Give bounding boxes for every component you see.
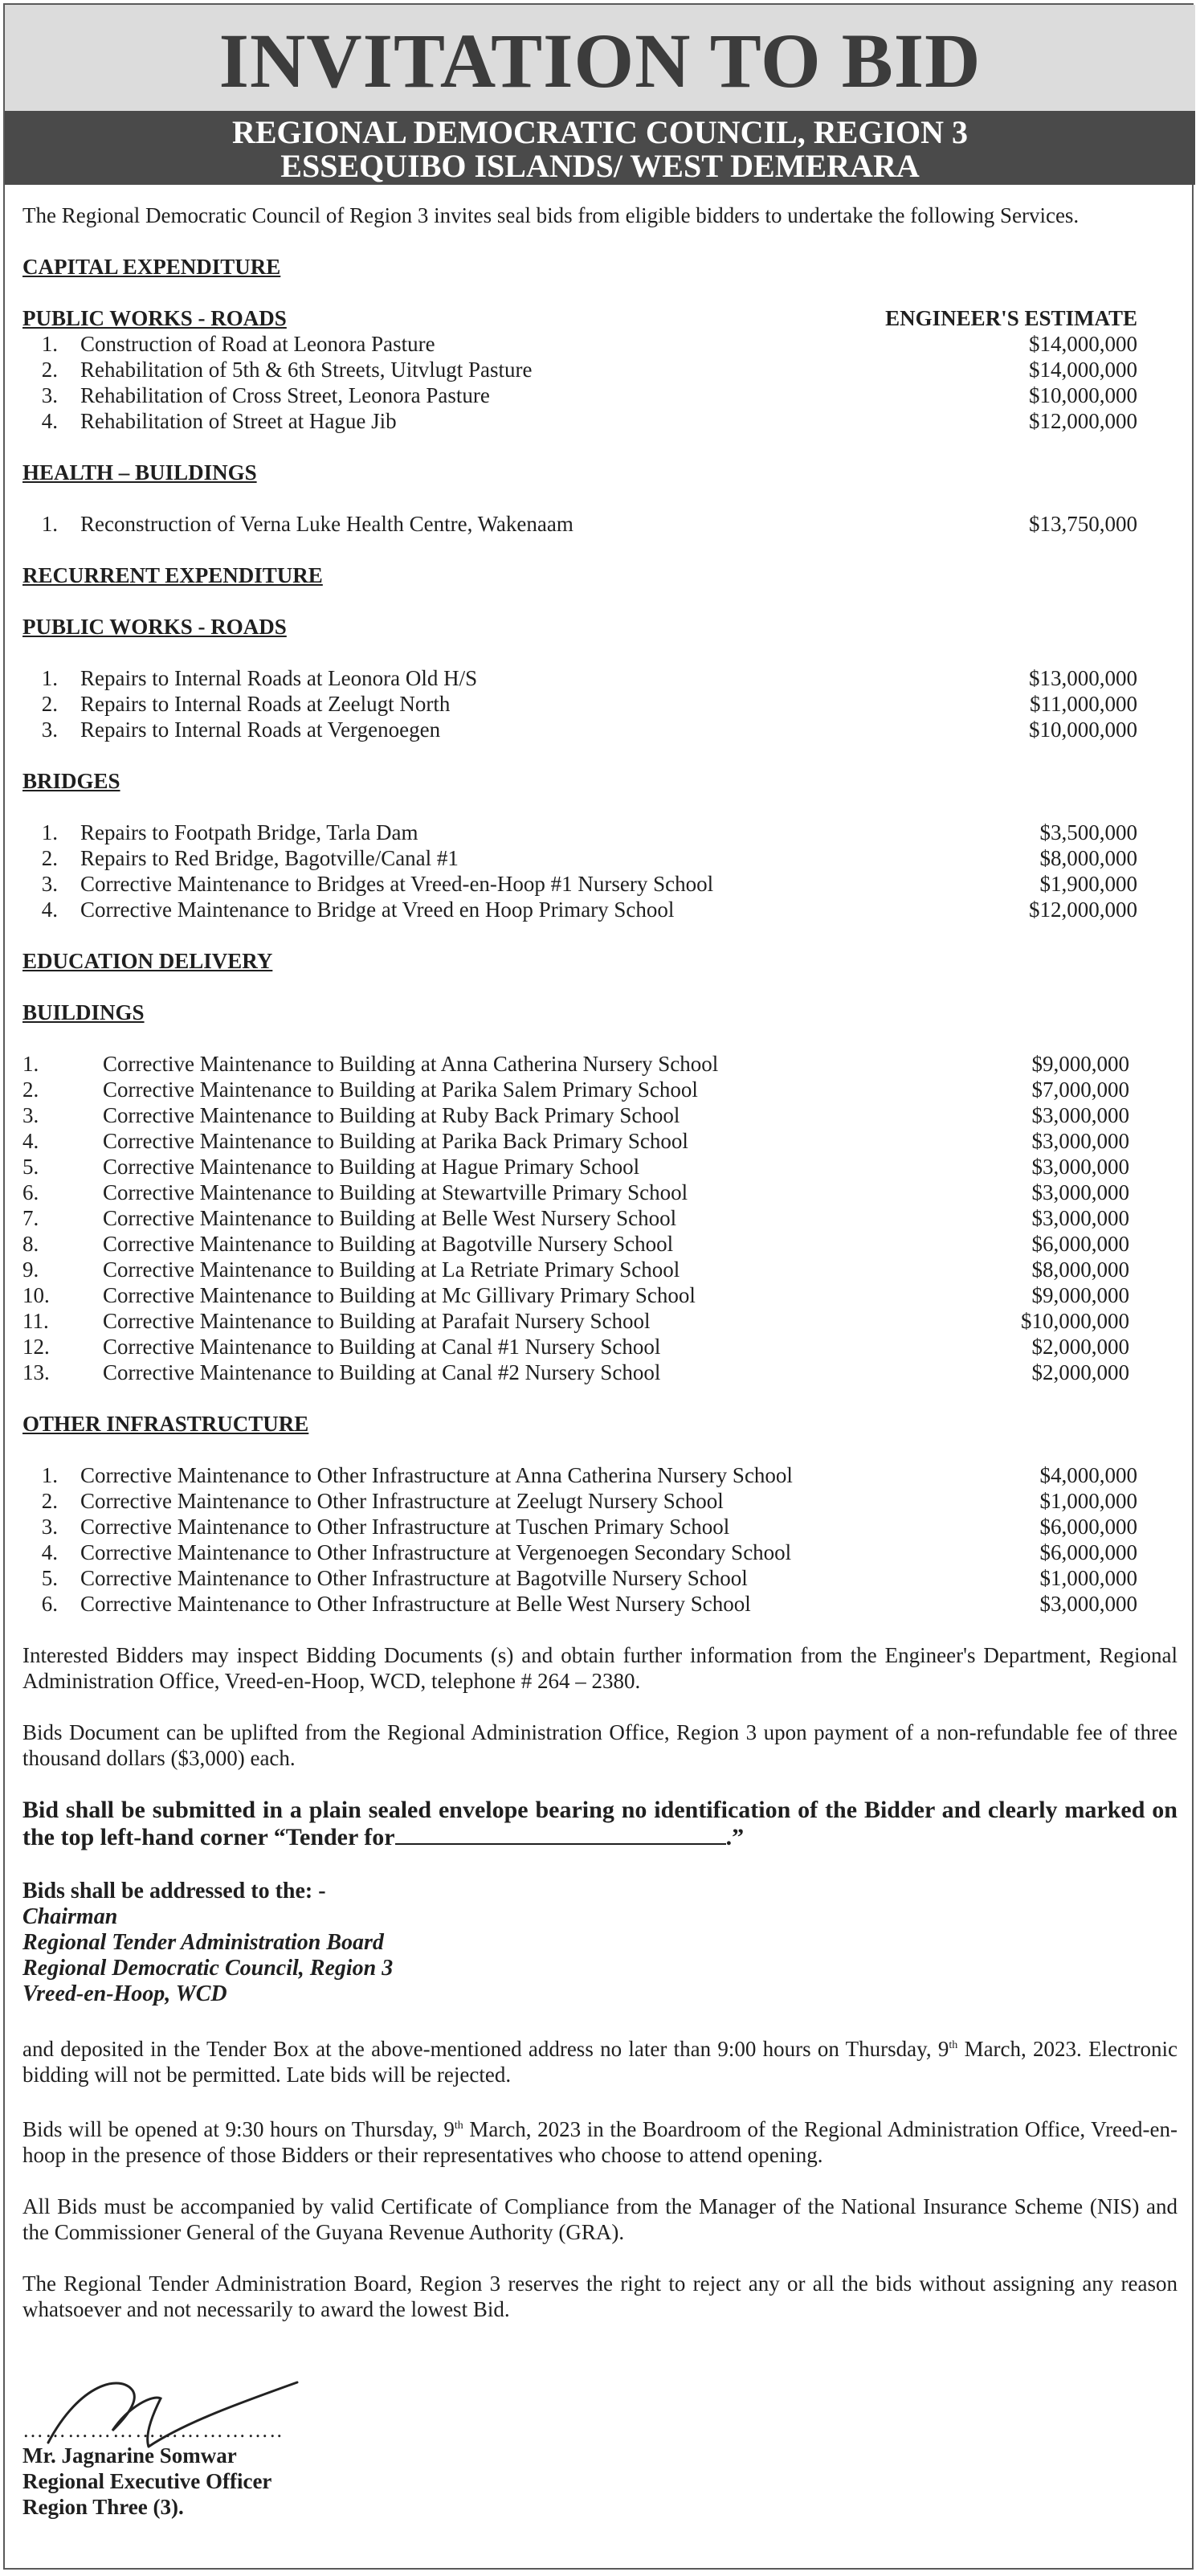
opening-text-a: Bids will be opened at 9:30 hours on Thursday, 9 xyxy=(22,2117,455,2141)
item-amount: $10,000,000 xyxy=(1029,718,1137,742)
item-number: 3. xyxy=(41,383,58,407)
item-amount: $12,000,000 xyxy=(1029,409,1137,433)
submission-text: Bid shall be submitted in a plain sealed envelope bearing no identification of the Bidder and clearly marked on the top left-hand corner “Tender for xyxy=(22,1797,1178,1850)
list-item xyxy=(22,382,1178,408)
list-item xyxy=(22,1462,1178,1488)
item-amount: $12,000,000 xyxy=(1029,898,1137,922)
item-amount: $9,000,000 xyxy=(1031,1283,1129,1307)
item-amount: $6,000,000 xyxy=(1039,1515,1137,1539)
item-description: Reconstruction of Verna Luke Health Centre, Wakenaam xyxy=(80,512,573,536)
item-description: Corrective Maintenance to Building at Parika Back Primary School xyxy=(103,1129,688,1153)
item-description: Corrective Maintenance to Building at Bagotville Nursery School xyxy=(103,1232,674,1256)
item-amount: $2,000,000 xyxy=(1031,1360,1129,1384)
item-number: 4. xyxy=(41,409,58,433)
item-number: 2. xyxy=(41,692,58,716)
item-amount: $7,000,000 xyxy=(1031,1077,1129,1102)
list-item xyxy=(22,1051,1178,1077)
item-number: 1. xyxy=(41,820,58,844)
item-number: 7. xyxy=(22,1206,39,1230)
item-description: Rehabilitation of 5th & 6th Streets, Uitvlugt Pasture xyxy=(80,358,533,382)
item-amount: $13,000,000 xyxy=(1029,666,1137,690)
list-item xyxy=(22,1102,1178,1128)
list-item xyxy=(22,1488,1178,1514)
item-number: 5. xyxy=(22,1155,39,1179)
list-item xyxy=(22,1514,1178,1539)
item-number: 4. xyxy=(41,1540,58,1564)
item-amount: $1,900,000 xyxy=(1039,872,1137,896)
item-description: Repairs to Internal Roads at Zeelugt North xyxy=(80,692,451,716)
item-description: Corrective Maintenance to Other Infrastructure at Bagotville Nursery School xyxy=(80,1566,748,1590)
buildings-list xyxy=(22,1051,1178,1385)
list-item xyxy=(22,665,1178,691)
capital-roads-list xyxy=(22,331,1178,434)
item-amount: $9,000,000 xyxy=(1031,1052,1129,1076)
item-description: Corrective Maintenance to Building at Canal #1 Nursery School xyxy=(103,1335,661,1359)
list-item xyxy=(22,1308,1178,1334)
item-amount: $13,750,000 xyxy=(1029,512,1137,536)
recurrent-roads-heading: PUBLIC WORKS - ROADS xyxy=(22,615,287,639)
item-description: Repairs to Red Bridge, Bagotville/Canal #1 xyxy=(80,846,459,870)
list-item xyxy=(22,1334,1178,1360)
item-description: Corrective Maintenance to Building at La Retriate Primary School xyxy=(103,1257,680,1282)
list-item xyxy=(22,1282,1178,1308)
item-amount: $3,000,000 xyxy=(1031,1180,1129,1204)
item-amount: $1,000,000 xyxy=(1039,1489,1137,1513)
list-item xyxy=(22,357,1178,382)
list-item xyxy=(22,1591,1178,1617)
item-number: 9. xyxy=(22,1257,39,1282)
item-number: 1. xyxy=(41,1463,58,1487)
item-number: 4. xyxy=(41,898,58,922)
engineers-estimate-heading: ENGINEER'S ESTIMATE xyxy=(885,306,1137,330)
address-block xyxy=(22,1879,1178,2007)
deposit-sup: th xyxy=(949,2039,958,2051)
list-item xyxy=(22,1077,1178,1102)
list-item xyxy=(22,1128,1178,1154)
item-description: Corrective Maintenance to Building at Anna Catherina Nursery School xyxy=(103,1052,719,1076)
item-number: 2. xyxy=(41,846,58,870)
list-item xyxy=(22,1205,1178,1231)
capital-roads-header-row xyxy=(22,305,1178,331)
capital-roads-heading: PUBLIC WORKS - ROADS xyxy=(22,306,287,330)
item-number: 10. xyxy=(22,1283,50,1307)
submission-paragraph xyxy=(22,1797,1178,1851)
signatory-role: Regional Executive Officer xyxy=(22,2469,272,2493)
deposit-text-b: March, 2023. Electronic bidding will not be permitted. Late bids will be rejected. xyxy=(22,2037,1178,2087)
bridges-heading: BRIDGES xyxy=(22,769,120,793)
tender-blank-line xyxy=(395,1824,726,1845)
item-description: Corrective Maintenance to Other Infrastructure at Zeelugt Nursery School xyxy=(80,1489,724,1513)
item-number: 1. xyxy=(41,512,58,536)
page-title: INVITATION TO BID xyxy=(218,18,982,104)
item-description: Rehabilitation of Cross Street, Leonora Pasture xyxy=(80,383,490,407)
item-amount: $10,000,000 xyxy=(1029,383,1137,407)
address-line-1: Chairman xyxy=(22,1904,118,1929)
list-item xyxy=(22,820,1178,845)
item-amount: $8,000,000 xyxy=(1031,1257,1129,1282)
capital-expenditure-heading: CAPITAL EXPENDITURE xyxy=(22,255,281,279)
item-amount: $3,500,000 xyxy=(1039,820,1137,844)
list-item xyxy=(22,1539,1178,1565)
item-number: 3. xyxy=(41,718,58,742)
item-description: Corrective Maintenance to Building at Parika Salem Primary School xyxy=(103,1077,698,1102)
document-body xyxy=(22,202,1178,2322)
item-number: 3. xyxy=(41,1515,58,1539)
list-item xyxy=(22,1257,1178,1282)
item-number: 2. xyxy=(22,1077,39,1102)
item-description: Corrective Maintenance to Building at Canal #2 Nursery School xyxy=(103,1360,661,1384)
item-amount: $6,000,000 xyxy=(1031,1232,1129,1256)
item-description: Repairs to Footpath Bridge, Tarla Dam xyxy=(80,820,418,844)
opening-text-b: March, 2023 in the Boardroom of the Regional Administration Office, Vreed-en-hoop in the presence of those Bidders or their representatives who choose to attend opening. xyxy=(22,2117,1178,2167)
item-number: 4. xyxy=(22,1129,39,1153)
inspect-paragraph: Interested Bidders may inspect Bidding Documents (s) and obtain further information from the Engineer's Department, Regional Administration Office, Vreed-en-Hoop, WCD, telephone # 264 – 2380. xyxy=(22,1643,1178,1693)
list-item xyxy=(22,511,1178,537)
item-number: 6. xyxy=(22,1180,39,1204)
recurrent-expenditure-heading: RECURRENT EXPENDITURE xyxy=(22,563,323,587)
other-infrastructure-list xyxy=(22,1462,1178,1617)
item-amount: $14,000,000 xyxy=(1029,332,1137,356)
address-line-3: Regional Democratic Council, Region 3 xyxy=(22,1956,394,1981)
item-description: Corrective Maintenance to Building at Mc Gillivary Primary School xyxy=(103,1283,696,1307)
signature-block xyxy=(22,2419,504,2520)
bridges-list xyxy=(22,820,1178,922)
item-amount: $3,000,000 xyxy=(1031,1103,1129,1127)
list-item xyxy=(22,871,1178,897)
item-number: 6. xyxy=(41,1592,58,1616)
item-description: Repairs to Internal Roads at Leonora Old H/S xyxy=(80,666,478,690)
other-infrastructure-heading: OTHER INFRASTRUCTURE xyxy=(22,1412,309,1436)
item-description: Corrective Maintenance to Other Infrastructure at Anna Catherina Nursery School xyxy=(80,1463,793,1487)
item-description: Corrective Maintenance to Bridge at Vreed en Hoop Primary School xyxy=(80,898,675,922)
deposit-paragraph xyxy=(22,2033,1178,2087)
item-description: Corrective Maintenance to Building at Stewartville Primary School xyxy=(103,1180,688,1204)
item-amount: $4,000,000 xyxy=(1039,1463,1137,1487)
item-description: Corrective Maintenance to Building at Belle West Nursery School xyxy=(103,1206,677,1230)
item-amount: $3,000,000 xyxy=(1031,1155,1129,1179)
recurrent-roads-list xyxy=(22,665,1178,742)
item-number: 8. xyxy=(22,1232,39,1256)
uplift-paragraph: Bids Document can be uplifted from the Regional Administration Office, Region 3 upon payment of a non-refundable fee of three thousand dollars ($3,000) each. xyxy=(22,1720,1178,1770)
item-number: 1. xyxy=(22,1052,39,1076)
item-number: 1. xyxy=(41,332,58,356)
subtitle-band xyxy=(5,111,1195,185)
reserve-paragraph: The Regional Tender Administration Board, Region 3 reserves the right to reject any or all the bids without assigning any reason whatsoever and not necessarily to award the lowest Bid. xyxy=(22,2271,1178,2321)
signature-dots: …………………………….. xyxy=(22,2419,284,2442)
compliance-paragraph: All Bids must be accompanied by valid Certificate of Compliance from the Manager of the National Insurance Scheme (NIS) and the Commissioner General of the Guyana Revenue Authority (GRA). xyxy=(22,2194,1178,2244)
item-description: Construction of Road at Leonora Pasture xyxy=(80,332,435,356)
item-number: 2. xyxy=(41,358,58,382)
item-amount: $14,000,000 xyxy=(1029,358,1137,382)
item-amount: $6,000,000 xyxy=(1039,1540,1137,1564)
item-number: 5. xyxy=(41,1566,58,1590)
item-number: 2. xyxy=(41,1489,58,1513)
subtitle-line-2: ESSEQUIBO ISLANDS/ WEST DEMERARA xyxy=(280,148,920,184)
item-amount: $3,000,000 xyxy=(1039,1592,1137,1616)
addressed-intro: Bids shall be addressed to the: - xyxy=(22,1879,326,1903)
signatory-name: Mr. Jagnarine Somwar xyxy=(22,2443,237,2468)
list-item xyxy=(22,1565,1178,1591)
item-amount: $3,000,000 xyxy=(1031,1206,1129,1230)
item-description: Corrective Maintenance to Building at Ruby Back Primary School xyxy=(103,1103,680,1127)
item-description: Corrective Maintenance to Building at Parafait Nursery School xyxy=(103,1309,651,1333)
health-buildings-heading: HEALTH – BUILDINGS xyxy=(22,460,257,485)
item-number: 3. xyxy=(41,872,58,896)
item-amount: $2,000,000 xyxy=(1031,1335,1129,1359)
item-description: Rehabilitation of Street at Hague Jib xyxy=(80,409,397,433)
item-description: Corrective Maintenance to Bridges at Vreed-en-Hoop #1 Nursery School xyxy=(80,872,714,896)
list-item xyxy=(22,845,1178,871)
signatory-region: Region Three (3). xyxy=(22,2495,184,2519)
item-number: 13. xyxy=(22,1360,50,1384)
list-item xyxy=(22,1231,1178,1257)
address-line-2: Regional Tender Administration Board xyxy=(22,1930,384,1955)
list-item xyxy=(22,717,1178,742)
list-item xyxy=(22,1180,1178,1205)
opening-sup: th xyxy=(454,2120,463,2132)
item-description: Corrective Maintenance to Other Infrastructure at Belle West Nursery School xyxy=(80,1592,751,1616)
education-delivery-heading: EDUCATION DELIVERY xyxy=(22,949,273,973)
intro-paragraph: The Regional Democratic Council of Region 3 invites seal bids from eligible bidders to undertake the following Services. xyxy=(22,203,1080,227)
list-item xyxy=(22,897,1178,922)
item-description: Corrective Maintenance to Building at Hague Primary School xyxy=(103,1155,640,1179)
item-amount: $8,000,000 xyxy=(1039,846,1137,870)
item-number: 3. xyxy=(22,1103,39,1127)
list-item xyxy=(22,691,1178,717)
deposit-text-a: and deposited in the Tender Box at the above-mentioned address no later than 9:00 hours on Thursday, 9 xyxy=(22,2037,949,2061)
list-item xyxy=(22,1154,1178,1180)
item-amount: $10,000,000 xyxy=(1021,1309,1129,1333)
item-description: Repairs to Internal Roads at Vergenoegen xyxy=(80,718,441,742)
item-number: 1. xyxy=(41,666,58,690)
list-item xyxy=(22,1360,1178,1385)
item-number: 12. xyxy=(22,1335,50,1359)
subtitle-line-1: REGIONAL DEMOCRATIC COUNCIL, REGION 3 xyxy=(231,114,968,150)
buildings-heading: BUILDINGS xyxy=(22,1000,145,1024)
health-buildings-list xyxy=(22,511,1178,537)
list-item xyxy=(22,331,1178,357)
item-description: Corrective Maintenance to Other Infrastructure at Vergenoegen Secondary School xyxy=(80,1540,792,1564)
submission-end: .” xyxy=(725,1824,745,1850)
list-item xyxy=(22,408,1178,434)
item-number: 11. xyxy=(22,1309,49,1333)
item-description: Corrective Maintenance to Other Infrastructure at Tuschen Primary School xyxy=(80,1515,730,1539)
item-amount: $3,000,000 xyxy=(1031,1129,1129,1153)
address-line-4: Vreed-en-Hoop, WCD xyxy=(22,1981,227,2006)
item-amount: $11,000,000 xyxy=(1030,692,1137,716)
opening-paragraph xyxy=(22,2113,1178,2168)
item-amount: $1,000,000 xyxy=(1039,1566,1137,1590)
